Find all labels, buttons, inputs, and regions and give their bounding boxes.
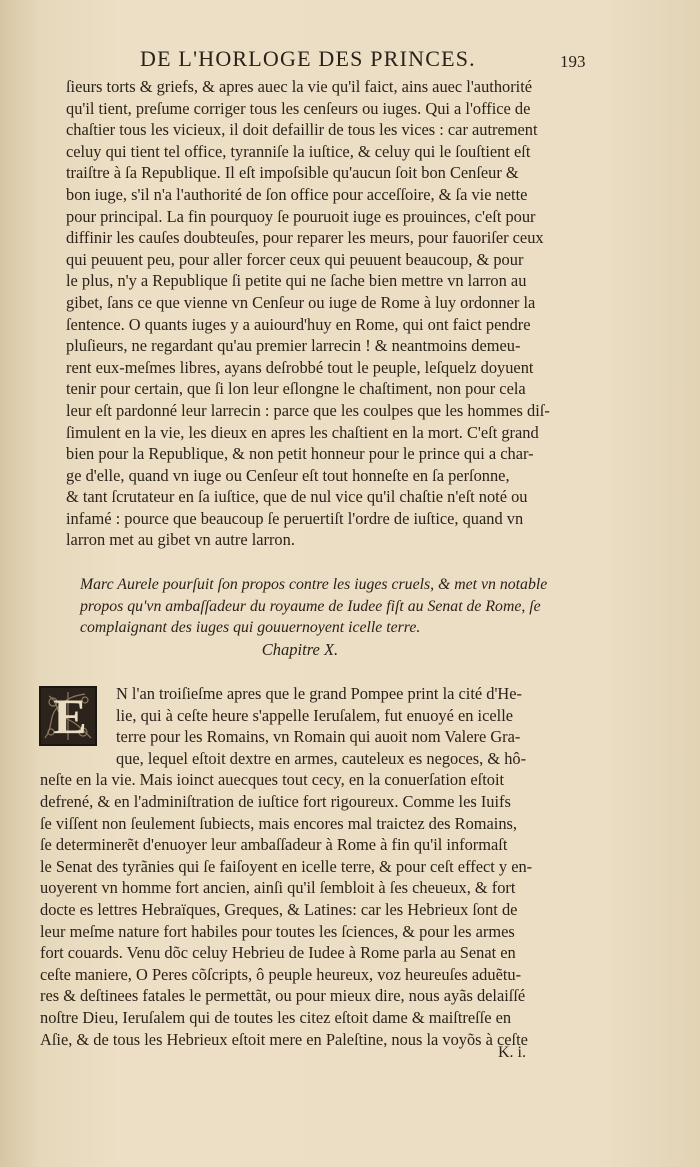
text-line: terre pour les Romains, vn Romain qui auoit nom Valere Gra- bbox=[116, 727, 521, 747]
page-header bbox=[140, 46, 592, 76]
text-line: ſe viſſent non ſeulement ſubiects, mais encores mal traictez des Romains, bbox=[40, 813, 518, 833]
text-line: celuy qui tient tel office, tyranniſe la iuſtice, & celuy qui le ſouſtient eſt bbox=[66, 141, 531, 161]
page-number: 193 bbox=[560, 52, 586, 71]
text-line: uoyerent vn homme fort ancien, ainſi qu'il ſembloit à ſes cheueux, & fort bbox=[40, 878, 516, 898]
text-line: le plus, n'y a Republique ſi petite qui ne ſache bien mettre vn larron au bbox=[66, 271, 527, 291]
text-line: ſieurs torts & griefs, & apres auec la vie qu'il faict, ains auec l'authorité bbox=[66, 77, 533, 96]
running-title: DE L'HORLOGE DES PRINCES. bbox=[140, 46, 476, 71]
text-line: noſtre Dieu, Ieruſalem qui de toutes les citez eſtoit dame & maiſtreſſe en bbox=[40, 1007, 512, 1027]
text-line: pluſieurs, ne regardant qu'au premier larrecin ! & neantmoins demeu- bbox=[66, 336, 521, 356]
text-line: larron met au gibet vn autre larron. bbox=[66, 530, 295, 550]
text-line: infamé : pource que beaucoup ſe peruertiſt l'ordre de iuſtice, quand vn bbox=[66, 508, 524, 528]
chapter-title: Chapitre X. bbox=[261, 640, 339, 659]
text-line: leur eſt pardonné leur larrecin : parce que les coulpes que les hommes diſ- bbox=[66, 400, 550, 420]
text-line: bien pour la Republique, & non petit honneur pour le prince qui a char- bbox=[66, 444, 534, 464]
text-line: docte es lettres Hebraïques, Greques, & Latines: car les Hebrieux ſont de bbox=[40, 899, 518, 919]
text-line: Aſie, & de tous les Hebrieux eſtoit mere en Paleſtine, nous la voyõs à ceſte bbox=[40, 1029, 528, 1049]
text-line: ſimulent en la vie, les dieux en apres les chaſtient en la mort. C'eſt grand bbox=[66, 422, 539, 442]
text-line: que, lequel eſtoit dextre en armes, cauteleux es negoces, & hô- bbox=[116, 748, 527, 768]
text-line: defrené, & en l'adminiſtration de iuſtice fort rigoureux. Comme les Iuifs bbox=[40, 791, 511, 811]
initial-letter: E bbox=[53, 688, 87, 744]
text-line: rent eux-meſmes libres, ayans deſrobbé tout le peuple, leſquelz doyuent bbox=[66, 357, 534, 377]
summary-line: propos qu'vn ambaſſadeur du royaume de Iudee fiſt au Senat de Rome, ſe bbox=[80, 597, 541, 615]
summary-line: Marc Aurele pourſuit ſon propos contre les iuges cruels, & met vn notable bbox=[80, 576, 548, 593]
text-line: N l'an troiſieſme apres que le grand Pompee print la cité d'He- bbox=[116, 684, 522, 703]
text-line: leur meſme nature fort habiles pour toutes les ſciences, & pour les armes bbox=[40, 921, 515, 941]
chapter-summary bbox=[80, 574, 590, 639]
text-line: tenir pour certain, que ſi lon leur eſlongne le chaſtiment, non pour cela bbox=[66, 379, 526, 399]
body-paragraph bbox=[66, 76, 586, 551]
text-line: & tant ſcrutateur en ſa iuſtice, que de nul vice qu'il chaſtie n'eſt noté ou bbox=[66, 487, 528, 507]
text-line: bon iuge, s'il n'a l'authorité de ſon office pour acceſſoire, & ſa vie nette bbox=[66, 184, 528, 204]
text-line: chaſtier tous les vicieux, il doit defaillir de tous les vices : car autrement bbox=[66, 120, 538, 140]
text-line: neſte en la vie. Mais ioinct auecques tout cecy, en la conuerſation eſtoit bbox=[40, 770, 505, 790]
text-line: ge d'elle, quand vn iuge ou Cenſeur eſt tout honneſte en ſa perſonne, bbox=[66, 465, 510, 485]
text-line: ſentence. O quants iuges y a auiourd'huy en Rome, qui ont faict pendre bbox=[66, 314, 531, 334]
text-line: ſe determinerẽt d'enuoyer leur ambaſſadeur à Rome à fin qu'il informaſt bbox=[40, 835, 508, 855]
text-line: traiſtre à ſa Republique. Il eſt impoſsible qu'aucun ſoit bon Cenſeur & bbox=[66, 163, 519, 183]
text-line: gibet, ſans ce que vienne vn Cenſeur ou iuge de Rome à luy ordonner la bbox=[66, 292, 536, 312]
text-line: fort couards. Venu dõc celuy Hebrieu de Iudee à Rome parla au Senat en bbox=[40, 943, 516, 963]
text-line: res & deſtinees fatales le permettãt, ou pour mieux dire, nous ayãs delaiſſé bbox=[40, 986, 526, 1006]
text-line: le Senat des tyrãnies qui ſe faiſoyent en icelle terre, & pour ceſt effect y en- bbox=[40, 856, 533, 876]
text-line: qu'il tient, preſume corriger tous les cenſeurs ou iuges. Qui a l'office de bbox=[66, 98, 531, 118]
text-line: pour principal. La fin pourquoy ſe pouruoit iuge es prouinces, c'eſt pour bbox=[66, 206, 536, 226]
signature-mark: K. i. bbox=[498, 1044, 526, 1061]
chapter-paragraph bbox=[40, 683, 586, 1050]
text-line: qui peuuent peu, pour aller forcer ceux qui peuuent beaucoup, & pour bbox=[66, 249, 524, 269]
text-line: lie, qui à ceſte heure s'appelle Ieruſalem, fut enuoyé en icelle bbox=[116, 705, 514, 725]
text-line: ceſte maniere, O Peres cõſcripts, ô peuple heureux, voz heureuſes aduẽtu- bbox=[40, 964, 522, 984]
text-line: diffinir les cauſes doubteuſes, pour reparer les meurs, pour fauoriſer ceux bbox=[66, 228, 544, 248]
summary-line: complaignant des iuges qui gouuernoyent icelle terre. bbox=[80, 619, 421, 636]
